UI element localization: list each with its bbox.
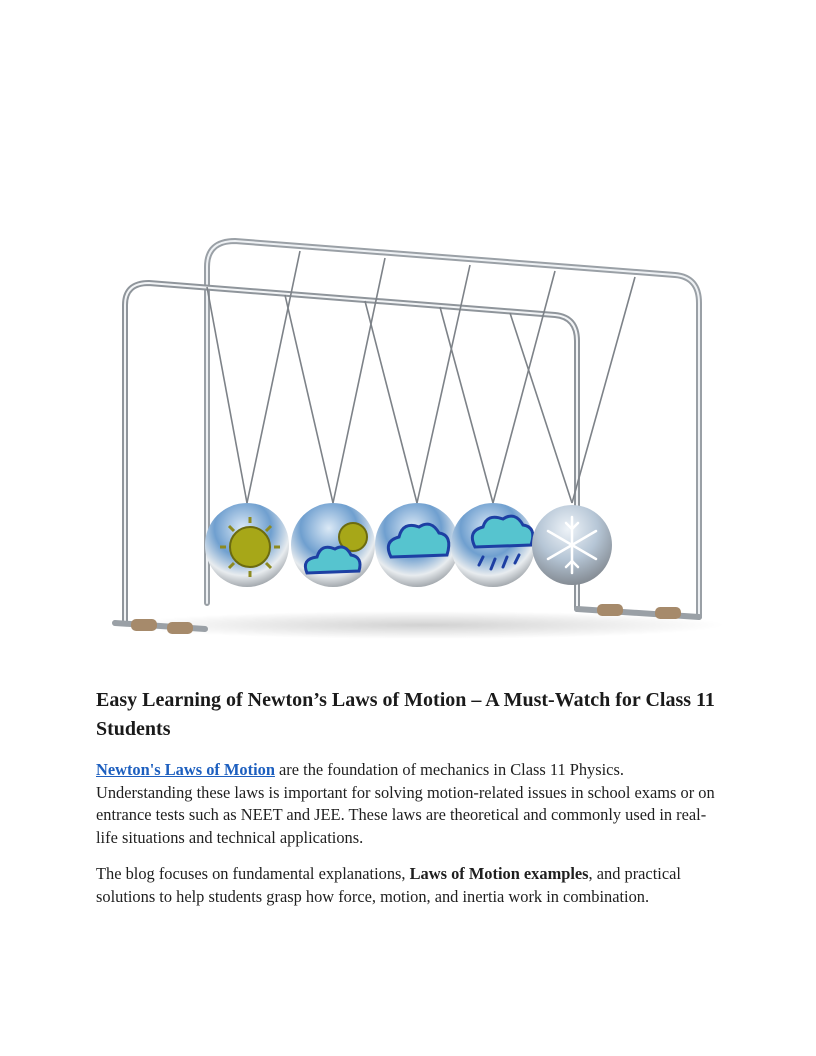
article-title: Easy Learning of Newton’s Laws of Motion – A Must-Watch for Class 11 Students: [96, 689, 715, 740]
ball-sun-cloud: [291, 503, 375, 587]
paragraph-focus: [96, 863, 716, 908]
sun-icon: [220, 517, 280, 577]
paragraph-focus-tail: , and practical solutions to help students grasp how force, motion, and inertia work in combination.: [96, 864, 681, 906]
laws-of-motion-examples: Laws of Motion examples: [409, 864, 589, 883]
paragraph-intro: [96, 759, 716, 849]
ball-snow: [532, 505, 612, 585]
paragraph-intro-text: are the foundation of mechanics in Class 11 Physics. Understanding these laws is important for solving motion-related issues in school exams or on entrance tests such as NEET and JEE. These laws are theoretical and commonly used in real-life situations and technical applications.: [96, 760, 715, 847]
ball-rain: [451, 503, 535, 587]
ball-cloud: [375, 503, 459, 587]
newtons-laws-link[interactable]: Newton's Laws of Motion: [96, 760, 275, 779]
newtons-cradle-image: [95, 225, 735, 655]
paragraph-focus-lead: The blog focuses on fundamental explanations,: [96, 864, 410, 883]
ball-sun: [205, 503, 289, 587]
